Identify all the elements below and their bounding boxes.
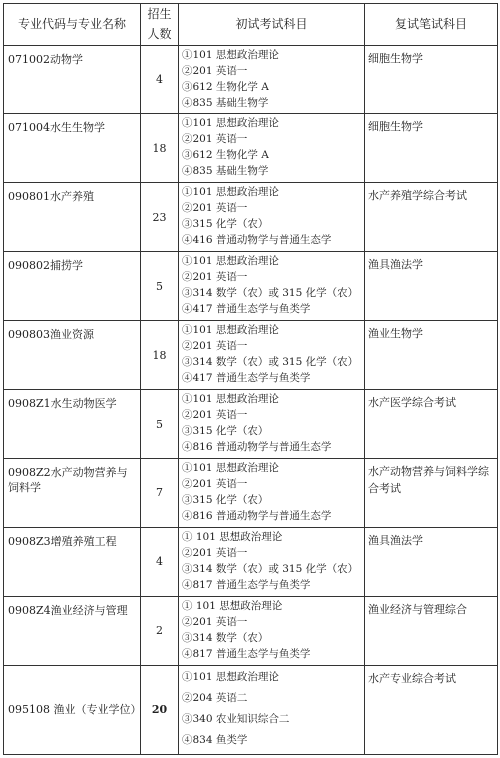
header-retest-subjects: 复试笔试科目 bbox=[365, 4, 498, 46]
retest-subject: 水产医学综合考试 bbox=[365, 390, 498, 459]
initial-subjects bbox=[179, 45, 365, 114]
subject-item: ④816 普通动物学与普通生态学 bbox=[182, 441, 332, 454]
enrollment-count: 2 bbox=[141, 596, 179, 665]
major-name: 090803渔业资源 bbox=[4, 321, 141, 390]
enrollment-count: 7 bbox=[141, 458, 179, 527]
subject-item: ①101 思想政治理论 bbox=[182, 393, 279, 406]
enrollment-count: 5 bbox=[141, 390, 179, 459]
initial-subjects bbox=[179, 321, 365, 390]
subject-item: ①101 思想政治理论 bbox=[182, 670, 279, 683]
subject-item: ③315 化学（农） bbox=[182, 493, 269, 506]
subject-item: ③340 农业知识综合二 bbox=[182, 712, 290, 725]
enrollment-count: 5 bbox=[141, 252, 179, 321]
initial-subjects bbox=[179, 390, 365, 459]
subject-item: ②201 英语一 bbox=[182, 133, 248, 146]
header-row bbox=[4, 4, 498, 46]
table-row bbox=[4, 458, 498, 527]
initial-subjects bbox=[179, 114, 365, 183]
subject-item: ②201 英语一 bbox=[182, 340, 248, 353]
subject-item: ②201 英语一 bbox=[182, 546, 248, 559]
table-row bbox=[4, 321, 498, 390]
table-row bbox=[4, 45, 498, 114]
major-name: 071004水生生物学 bbox=[4, 114, 141, 183]
header-initial-subjects: 初试考试科目 bbox=[179, 4, 365, 46]
subject-item: ④417 普通生态学与鱼类学 bbox=[182, 372, 311, 385]
initial-subjects bbox=[179, 183, 365, 252]
subject-item: ④816 普通动物学与普通生态学 bbox=[182, 509, 332, 522]
subject-item: ① 101 思想政治理论 bbox=[182, 530, 283, 543]
header-count-line1: 招生 bbox=[147, 7, 172, 22]
subject-item: ②204 英语二 bbox=[182, 691, 248, 704]
retest-subject: 水产动物营养与饲料学综合考试 bbox=[365, 458, 498, 527]
retest-subject: 细胞生物学 bbox=[365, 114, 498, 183]
subject-item: ④835 基础生物学 bbox=[182, 96, 269, 109]
subject-item: ①101 思想政治理论 bbox=[182, 255, 279, 268]
major-name: 0908Z2水产动物营养与饲料学 bbox=[4, 458, 141, 527]
table-row bbox=[4, 596, 498, 665]
header-major: 专业代码与专业名称 bbox=[4, 4, 141, 46]
retest-subject: 水产专业综合考试 bbox=[365, 665, 498, 754]
subject-item: ②201 英语一 bbox=[182, 477, 248, 490]
enrollment-count: 18 bbox=[141, 114, 179, 183]
subject-item: ③314 数学（农）或 315 化学（农） bbox=[182, 562, 359, 575]
initial-subjects bbox=[179, 665, 365, 754]
table-row bbox=[4, 390, 498, 459]
subject-item: ③315 化学（农） bbox=[182, 425, 269, 438]
header-count bbox=[141, 4, 179, 46]
initial-subjects bbox=[179, 527, 365, 596]
retest-subject: 渔业生物学 bbox=[365, 321, 498, 390]
table-row bbox=[4, 527, 498, 596]
retest-subject: 渔业经济与管理综合 bbox=[365, 596, 498, 665]
initial-subjects bbox=[179, 596, 365, 665]
subject-item: ③314 数学（农） bbox=[182, 631, 269, 644]
initial-subjects bbox=[179, 458, 365, 527]
retest-subject: 水产养殖学综合考试 bbox=[365, 183, 498, 252]
major-name: 095108 渔业（专业学位） bbox=[4, 665, 141, 754]
major-name: 090801水产养殖 bbox=[4, 183, 141, 252]
table-row bbox=[4, 252, 498, 321]
subject-item: ④817 普通生态学与鱼类学 bbox=[182, 578, 311, 591]
subject-item: ① 101 思想政治理论 bbox=[182, 599, 283, 612]
subject-item: ③612 生物化学 A bbox=[182, 80, 269, 93]
enrollment-count: 18 bbox=[141, 321, 179, 390]
subject-item: ④817 普通生态学与鱼类学 bbox=[182, 647, 311, 660]
subject-item: ③314 数学（农）或 315 化学（农） bbox=[182, 356, 359, 369]
subject-item: ③314 数学（农）或 315 化学（农） bbox=[182, 287, 359, 300]
enrollment-count: 23 bbox=[141, 183, 179, 252]
enrollment-count: 4 bbox=[141, 45, 179, 114]
retest-subject: 渔具渔法学 bbox=[365, 527, 498, 596]
subject-item: ②201 英语一 bbox=[182, 64, 248, 77]
subject-item: ④417 普通生态学与鱼类学 bbox=[182, 303, 311, 316]
initial-subjects bbox=[179, 252, 365, 321]
subject-item: ②201 英语一 bbox=[182, 409, 248, 422]
admissions-table bbox=[3, 3, 498, 755]
subject-item: ①101 思想政治理论 bbox=[182, 117, 279, 130]
subject-item: ③315 化学（农） bbox=[182, 218, 269, 231]
subject-item: ②201 英语一 bbox=[182, 615, 248, 628]
subject-item: ②201 英语一 bbox=[182, 202, 248, 215]
major-name: 0908Z1水生动物医学 bbox=[4, 390, 141, 459]
subject-item: ①101 思想政治理论 bbox=[182, 48, 279, 61]
major-name: 071002动物学 bbox=[4, 45, 141, 114]
enrollment-count: 20 bbox=[141, 665, 179, 754]
subject-item: ①101 思想政治理论 bbox=[182, 186, 279, 199]
major-name: 0908Z3增殖养殖工程 bbox=[4, 527, 141, 596]
subject-item: ③612 生物化学 A bbox=[182, 149, 269, 162]
subject-item: ②201 英语一 bbox=[182, 271, 248, 284]
subject-item: ④834 鱼类学 bbox=[182, 733, 248, 746]
major-name: 0908Z4渔业经济与管理 bbox=[4, 596, 141, 665]
subject-item: ④835 基础生物学 bbox=[182, 165, 269, 178]
table-row bbox=[4, 183, 498, 252]
major-name: 090802捕捞学 bbox=[4, 252, 141, 321]
retest-subject: 细胞生物学 bbox=[365, 45, 498, 114]
enrollment-count: 4 bbox=[141, 527, 179, 596]
subject-item: ①101 思想政治理论 bbox=[182, 324, 279, 337]
table-row bbox=[4, 665, 498, 754]
subject-item: ④416 普通动物学与普通生态学 bbox=[182, 234, 332, 247]
retest-subject: 渔具渔法学 bbox=[365, 252, 498, 321]
header-count-line2: 人数 bbox=[147, 27, 172, 42]
table-row bbox=[4, 114, 498, 183]
subject-item: ①101 思想政治理论 bbox=[182, 461, 279, 474]
